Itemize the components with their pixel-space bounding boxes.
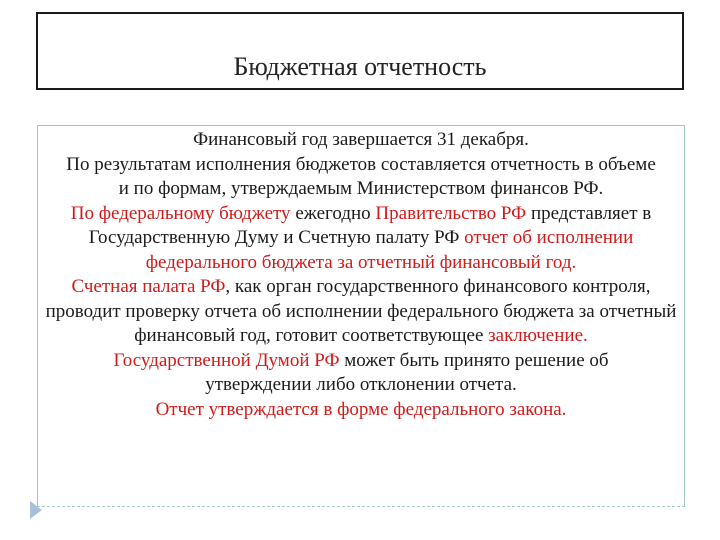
annually-text: ежегодно <box>290 202 376 224</box>
report-text: отчет об исполнении федерального бюджета за отчетный финансовый год. <box>145 227 634 273</box>
federal-budget-text: По федеральному бюджету <box>70 202 291 224</box>
paragraph-federal-law: Отчет утверждается в форме федерального закона. <box>155 398 567 420</box>
presents-text: представляет в Государственную Думу и Счетную палату РФ <box>88 202 652 248</box>
audit-description-text: , как орган государственного финансового контроля, проводит проверку отчета об исполнении федерального бюджета за отчетный финансовый год, готовит соответствующее <box>45 276 677 346</box>
paragraph-audit-chamber <box>40 275 682 349</box>
slide-body <box>40 128 682 422</box>
audit-chamber-text: Счетная палата РФ <box>71 276 226 297</box>
slide-title: Бюджетная отчетность <box>233 52 487 81</box>
paragraph-federal-budget <box>40 202 682 276</box>
triangle-bullet-icon <box>29 500 43 520</box>
paragraph-state-duma <box>40 349 682 398</box>
paragraph-reporting: По результатам исполнения бюджетов составляется отчетность в объеме и по формам, утверждаемым Министерством финансов РФ. <box>66 153 656 199</box>
decision-text: может быть принято решение об утверждении либо отклонении отчета. <box>205 349 609 395</box>
state-duma-text: Государственной Думой РФ <box>113 349 340 371</box>
paragraph-fiscal-year: Финансовый год завершается 31 декабря. <box>193 129 529 150</box>
conclusion-text: заключение. <box>488 325 588 346</box>
government-text: Правительство РФ <box>375 202 527 224</box>
